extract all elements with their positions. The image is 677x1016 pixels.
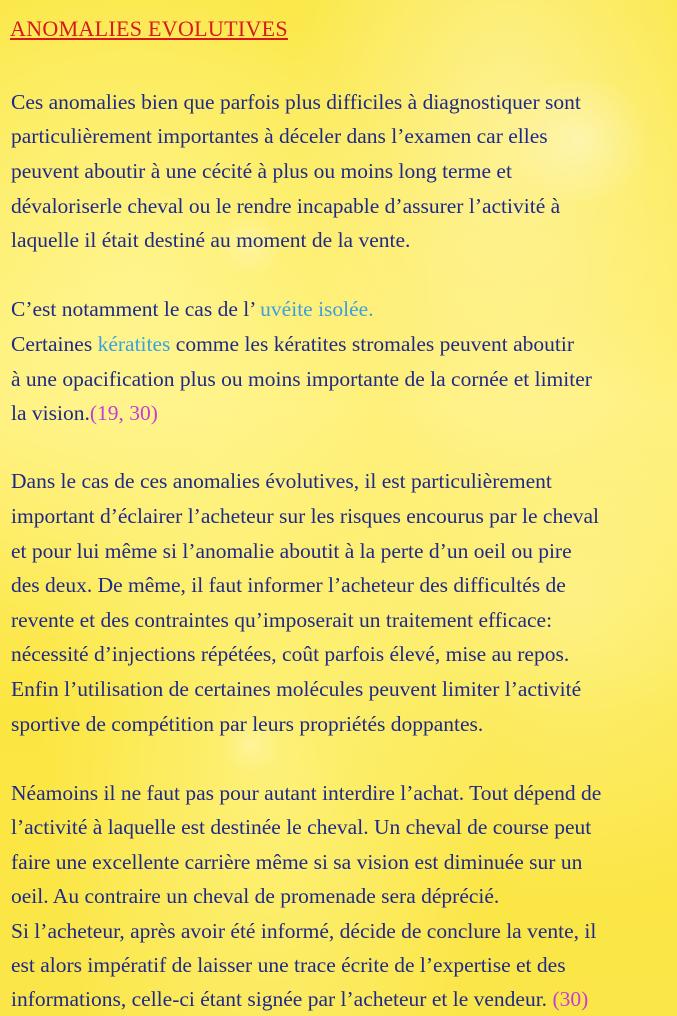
reference-citation: (30) <box>552 987 589 1011</box>
text-line: oeil. Au contraire un cheval de promenade sera déprécié. <box>11 884 500 908</box>
text-line: Enfin l’utilisation de certaines molécules peuvent limiter l’activité <box>11 677 582 701</box>
text-line: à une opacification plus ou moins importante de la cornée et limiter <box>11 367 592 391</box>
text-line: faire une excellente carrière même si sa vision est diminuée sur un <box>11 850 583 874</box>
text-line: Néamoins il ne faut pas pour autant interdire l’achat. Tout dépend de <box>11 781 602 805</box>
text-line: sportive de compétition par leurs propriétés doppantes. <box>11 712 484 736</box>
link-uveite-isolee[interactable]: uvéite isolée. <box>260 297 374 321</box>
text-line: l’activité à laquelle est destinée le cheval. Un cheval de course peut <box>11 815 592 839</box>
text-line: particulièrement importantes à déceler dans l’examen car elles <box>11 124 548 148</box>
text-line: laquelle il était destiné au moment de la vente. <box>11 228 411 252</box>
link-keratites[interactable]: kératites <box>97 332 171 356</box>
text-line: important d’éclairer l’acheteur sur les risques encourus par le cheval <box>11 504 600 528</box>
text-line: revente et des contraintes qu’imposerait un traitement efficace: <box>11 608 553 632</box>
reference-citation: (19, 30) <box>89 401 158 425</box>
text-line: informations, celle-ci étant signée par l’acheteur et le vendeur. (30) <box>11 987 589 1011</box>
text-line: Dans le cas de ces anomalies évolutives, il est particulièrement <box>11 469 552 493</box>
text-line: nécessité d’injections répétées, coût parfois élevé, mise au repos. <box>11 642 570 666</box>
text-line: Si l’acheteur, après avoir été informé, décide de conclure la vente, il <box>11 919 597 943</box>
text-line: Ces anomalies bien que parfois plus difficiles à diagnostiquer sont <box>11 90 581 114</box>
text-line: Certaines kératites comme les kératites stromales peuvent aboutir <box>11 332 575 356</box>
text-line: la vision.(19, 30) <box>11 401 158 425</box>
text-line: des deux. De même, il faut informer l’acheteur des difficultés de <box>11 573 566 597</box>
text-line: est alors impératif de laisser une trace écrite de l’expertise et des <box>11 953 566 977</box>
text-line: dévaloriserle cheval ou le rendre incapable d’assurer l’activité à <box>11 194 561 218</box>
page-title: ANOMALIES EVOLUTIVES <box>10 16 288 41</box>
text-line: C’est notamment le cas de l’ uvéite isolée. <box>11 297 374 321</box>
text-line: et pour lui même si l’anomalie aboutit à la perte d’un oeil ou pire <box>11 539 572 563</box>
text-line: peuvent aboutir à une cécité à plus ou moins long terme et <box>11 159 512 183</box>
